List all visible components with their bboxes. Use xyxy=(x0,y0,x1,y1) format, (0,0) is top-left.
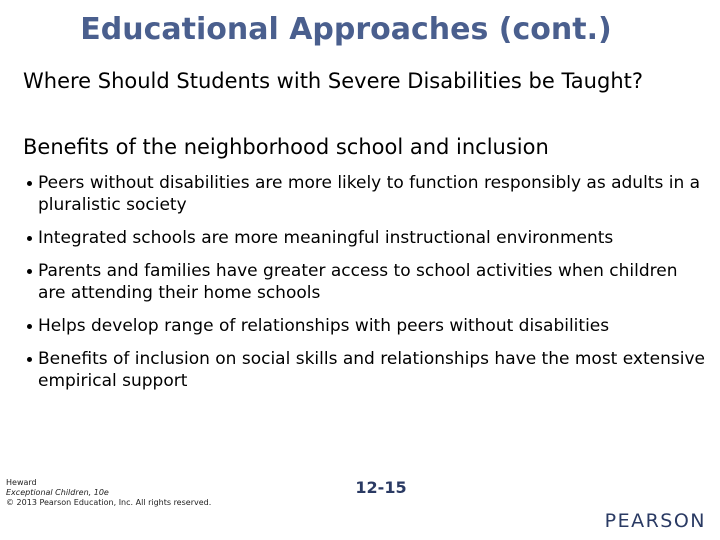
footer-copyright: © 2013 Pearson Education, Inc. All rights reserved. xyxy=(6,498,212,507)
footer-book-title: Exceptional Children, 10e xyxy=(6,488,109,497)
list-item-text: Parents and families have greater access to school activities when children are attending their home schools xyxy=(38,261,678,303)
bullet-icon xyxy=(27,269,32,274)
list-item xyxy=(27,348,707,392)
list-item xyxy=(27,172,707,216)
section-benefits-heading: Benefits of the neighborhood school and inclusion xyxy=(23,135,549,159)
bullet-icon xyxy=(27,324,32,329)
list-item xyxy=(27,260,707,304)
list-item xyxy=(27,315,707,337)
footer-citation xyxy=(6,478,211,508)
footer-author: Heward xyxy=(6,478,37,487)
list-item-text: Integrated schools are more meaningful instructional environments xyxy=(38,228,614,248)
benefits-list xyxy=(27,172,707,403)
page-title: Educational Approaches (cont.) xyxy=(80,12,612,47)
list-item xyxy=(27,227,707,249)
list-item-text: Peers without disabilities are more likely to function responsibly as adults in a pluralistic society xyxy=(38,173,701,215)
list-item-text: Benefits of inclusion on social skills and relationships have the most extensive empirical support xyxy=(38,349,705,391)
bullet-icon xyxy=(27,236,32,241)
bullet-icon xyxy=(27,181,32,186)
pearson-logo: PEARSON xyxy=(604,510,706,532)
section-question: Where Should Students with Severe Disabilities be Taught? xyxy=(23,69,644,93)
bullet-icon xyxy=(27,357,32,362)
list-item-text: Helps develop range of relationships with peers without disabilities xyxy=(38,316,610,336)
slide-number: 12-15 xyxy=(355,478,407,497)
